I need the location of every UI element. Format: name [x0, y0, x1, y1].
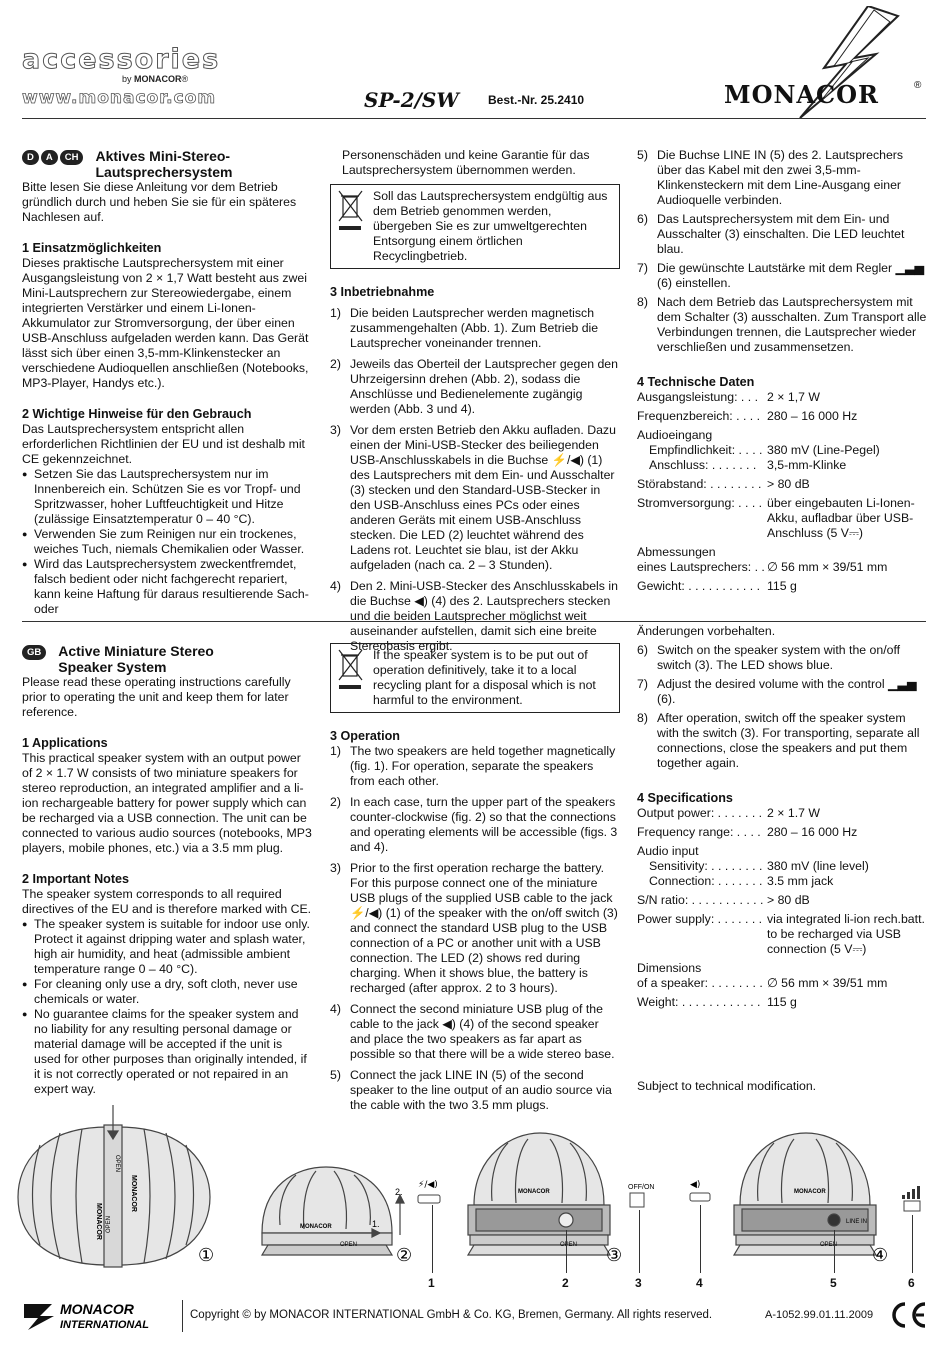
spec-row: Power supply: . . . . . . . via integrated li-ion rech.batt. to be recharged via USB connection (5 V⎓) — [637, 912, 925, 956]
de-title: Aktives Mini-Stereo- Lautsprechersystem — [95, 148, 233, 180]
callout-line-4 — [700, 1205, 701, 1273]
de-language-badges — [22, 148, 83, 165]
callout-5: 5 — [830, 1276, 837, 1290]
de-step: 2) Jeweils das Oberteil der Lautsprecher gegen den Uhrzeigersinn drehen (Abb. 2), sodass die Anschlüsse und Bedienelemente zugängig werden (Abb. 3 und 4). — [330, 357, 618, 416]
gb-disposal-text: If the speaker system is to be put out of operation definitively, take it to a local recycling plant for a disposal which is not harmful to the environment. — [373, 648, 596, 707]
brand-by: by MONACOR® — [122, 74, 189, 84]
de-step: 7) Die gewünschte Lautstärke mit dem Regler ▁▃▅ (6) einstellen. — [637, 261, 924, 290]
badge-d: D — [22, 150, 39, 165]
spec-row: eines Lautsprechers: . . ∅ 56 mm × 39/51 mm — [637, 560, 888, 574]
de-bullet: ● Setzen Sie das Lautsprechersystem nur im Innenbereich ein. Schützen Sie es vor Tropf- und Spritzwasser, hoher Luftfeuchtigkeit und Hitze (zulässige Einsatztemperatur 0 – 40 °C). — [22, 467, 312, 527]
brand-url: www.monacor.com — [22, 88, 217, 108]
callout-2: 2 — [562, 1276, 569, 1290]
callout-1: 1 — [428, 1276, 435, 1290]
order-number: Best.-Nr. 25.2410 — [488, 93, 585, 107]
fig2-brand: MONACOR — [300, 1224, 332, 1230]
spec-row: Abmessungen — [637, 545, 716, 559]
fig2-step-1: 1. — [372, 1219, 380, 1229]
gb-step: 4) Connect the second miniature USB plug of the cable to the jack ◀) (4) of the second speaker and place the two speakers as far apart as possible so that there will be a wide stereo base. — [330, 1002, 615, 1061]
de-column-3 — [637, 148, 927, 639]
de-section-1-title: 1 Einsatzmöglichkeiten — [22, 241, 162, 255]
footer-logo-bottom: INTERNATIONAL — [60, 1319, 150, 1331]
de-disposal-text: Soll das Lautsprechersystem endgültig aus dem Betrieb genommen werden, übergeben Sie es zur umweltgerechten Entsorgung einem örtlichen Recyclingbetrieb. — [373, 189, 608, 263]
badge-gb: GB — [22, 645, 46, 660]
gb-step: 1) The two speakers are held together magnetically (fig. 1). For operation, separate the speakers from each other. — [330, 744, 616, 788]
footer-logo-mark-icon — [22, 1300, 182, 1332]
de-step: 6) Das Lautsprechersystem mit dem Ein- und Ausschalter (3) einschalten. Die LED leuchtet blau. — [637, 212, 905, 256]
spec-row: Sensitivity: . . . . . . . . 380 mV (line level) — [649, 859, 869, 873]
brand-accessories: accessories — [22, 44, 221, 75]
fig4-linein-label: LINE IN — [846, 1219, 868, 1225]
de-bullet: ● Wird das Lautsprechersystem zweckentfremdet, falsch bedient oder nicht fachgerecht repariert, kann keine Haftung für daraus resultierende Sach- oder — [22, 557, 312, 617]
onoff-switch-icon — [630, 1193, 644, 1207]
spec-row: Störabstand: . . . . . . . . > 80 dB — [637, 477, 810, 491]
spec-row: Ausgangsleistung: . . . 2 × 1,7 W — [637, 390, 820, 404]
gb-intro: Please read these operating instructions carefully prior to operating the unit and keep them for later reference. — [22, 675, 291, 719]
badge-ch: CH — [60, 150, 84, 165]
model-number: SP-2/SW — [364, 88, 459, 112]
de-step: 8) Nach dem Betrieb das Lautsprechersystem mit dem Schalter (3) ausschalten. Zum Transport alle Verbindungen trennen, die Lautsprecher wieder verschließen und zusammensetzen. — [637, 295, 927, 354]
fig1-brand-right: MONACOR — [130, 1175, 137, 1212]
crossed-bin-icon — [337, 648, 365, 692]
page-header — [0, 0, 950, 120]
gb-specs — [637, 806, 927, 1010]
spec-row: Weight: . . . . . . . . . . . . 115 g — [637, 995, 797, 1009]
badge-a: A — [41, 150, 58, 165]
product-illustration — [0, 1105, 950, 1295]
crossed-bin-icon — [337, 189, 365, 233]
spec-row: Audioeingang — [637, 428, 713, 442]
fig3-open-label: OPEN — [560, 1242, 578, 1248]
fig1-open-label-bottom: OPEN — [106, 1215, 112, 1233]
de-section-2-title: 2 Wichtige Hinweise für den Gebrauch — [22, 407, 252, 421]
de-column-2 — [330, 148, 620, 660]
spec-row: of a speaker: . . . . . . . . ∅ 56 mm × 39/51 mm — [637, 976, 888, 990]
gb-bullet: ● For cleaning only use a dry, soft cloth, never use chemicals or water. — [22, 977, 312, 1007]
fig1-open-label-top: OPEN — [114, 1155, 120, 1173]
fig2-open-label: OPEN — [340, 1242, 358, 1248]
spec-row: Empfindlichkeit: . . . . 380 mV (Line-Pegel) — [649, 443, 880, 457]
gb-step: 5) Connect the jack LINE IN (5) of the second speaker to the line output of an audio source via the cable with the two 3.5 mm plugs. — [330, 1068, 612, 1112]
fig2-step-2: 2. — [395, 1187, 403, 1197]
gb-column-2 — [330, 643, 620, 1119]
footer-logo — [22, 1300, 182, 1337]
de-intro: Bitte lesen Sie diese Anleitung vor dem Betrieb gründlich durch und heben Sie sie für ein späteres Nachlesen auf. — [22, 180, 297, 224]
fig-number-2: ② — [396, 1245, 413, 1266]
de-section-3-title: 3 Inbetriebnahme — [330, 285, 435, 299]
callout-line-6 — [912, 1215, 913, 1273]
callout-4: 4 — [696, 1276, 703, 1290]
de-column-1 — [22, 148, 312, 617]
fig4-open-label: OPEN — [820, 1242, 838, 1248]
gb-changes: Subject to technical modification. — [637, 1079, 817, 1093]
footer-document-code: A-1052.99.01.11.2009 — [765, 1309, 874, 1321]
callout-3: 3 — [635, 1276, 642, 1290]
de-changes: Änderungen vorbehalten. — [637, 624, 776, 638]
de-specs — [637, 390, 927, 594]
spec-row: Frequenzbereich: . . . . 280 – 16 000 Hz — [637, 409, 858, 423]
spec-row: Audio input — [637, 844, 699, 858]
callout-line-5 — [834, 1230, 835, 1273]
de-bullet: ● Verwenden Sie zum Reinigen nur ein trockenes, weiches Tuch, niemals Chemikalien oder Wasser. — [22, 527, 312, 557]
gb-step: 3) Prior to the first operation recharge the battery. For this purpose connect one of the miniature USB plugs of the supplied USB cable to the jack ⚡/◀) (1) of the speaker with the on/off switch (3) and connect the standard USB plug to the USB connection of a PC or another unit with a USB connection. The LED (2) shows red during charging. When it shows blue, the battery is recharged (after approx. 2 to 3 hours). — [330, 861, 618, 995]
gb-language-badges — [22, 643, 46, 660]
gb-title-row — [22, 643, 312, 675]
ce-mark-icon — [888, 1300, 928, 1330]
volume-wheel-icon — [904, 1201, 920, 1211]
fig3-brand: MONACOR — [518, 1189, 550, 1195]
fig4-brand: MONACOR — [794, 1189, 826, 1195]
gb-step: 6) Switch on the speaker system with the on/off switch (3). The LED shows blue. — [637, 643, 901, 672]
fig2-speaker — [262, 1167, 404, 1255]
usb-jack-icon — [418, 1195, 440, 1203]
charge-jack-icon: ⚡/◀) — [418, 1180, 438, 1190]
fig1-closed-speakers — [18, 1105, 210, 1267]
language-divider — [22, 621, 926, 622]
de-step: 5) Die Buchse LINE IN (5) des 2. Lautsprechers über das Kabel mit den zwei 3,5-mm-Klinkensteckern mit dem Line-Ausgang einer Audioquelle verbinden. — [637, 148, 904, 207]
fig1-brand-left: MONACOR — [95, 1203, 102, 1240]
gb-disposal-note — [330, 643, 620, 713]
spec-row: Output power: . . . . . . . 2 × 1.7 W — [637, 806, 820, 820]
callout-line-1 — [432, 1205, 433, 1273]
spec-row: Gewicht: . . . . . . . . . . . 115 g — [637, 579, 797, 593]
gb-column-3 — [637, 643, 927, 1010]
de-section-1-text: Dieses praktische Lautsprechersystem mit einer Ausgangsleistung von 2 × 1,7 Watt besteht aus zwei Mini-Lautsprechern zur Stereowiedergabe, einem integrierten Verstärker und einem Li-Ionen-Akkumulator zur Stromversorgung, der über einen USB-Anschluss aufgeladen werden kann. Das Gerät lässt sich über einen 3,5-mm-Klinkenstecker an verschiedene Audioquellen anschließen (Notebooks, MP3-Player, Handys etc.). — [22, 256, 309, 390]
gb-bullet: ● No guarantee claims for the speaker system and no liability for any resulting personal damage or material damage will be accepted if the unit is used for other purposes than originally intended, if it is not correctly operated or not repaired in an expert way. — [22, 1007, 312, 1097]
fig-number-4: ④ — [872, 1245, 889, 1266]
gb-section-3-title: 3 Operation — [330, 729, 400, 743]
spec-row: Dimensions — [637, 961, 702, 975]
volume-control-icon — [902, 1186, 920, 1199]
de-bullet-continued: Personenschäden und keine Garantie für das Lautsprechersystem übernommen werden. — [342, 148, 590, 177]
gb-section-1-title: 1 Applications — [22, 736, 108, 750]
callout-line-3 — [639, 1210, 640, 1273]
fig-number-3: ③ — [606, 1245, 623, 1266]
gb-step: 8) After operation, switch off the speaker system with the switch (3). For transporting, separate all connections, close the speakers and put them together again. — [637, 711, 920, 770]
registered-mark: ® — [914, 80, 922, 91]
footer-divider — [182, 1300, 183, 1332]
fig-number-1: ① — [198, 1245, 215, 1266]
de-disposal-note — [330, 184, 620, 269]
gb-section-4-title: 4 Specifications — [637, 791, 733, 805]
fig3-offon-label: OFF/ON — [628, 1184, 655, 1191]
spec-row: Frequency range: . . . . 280 – 16 000 Hz — [637, 825, 858, 839]
callout-6: 6 — [908, 1276, 915, 1290]
de-step: 3) Vor dem ersten Betrieb den Akku aufladen. Dazu einen der Mini-USB-Stecker des beiliegenden USB-Anschlusskabels in die Buchse ⚡/◀) (1) des Lautsprechers mit dem Ein- und Ausschalter (3) stecken und den Standard-USB-Stecker in den USB-Anschluss eines PCs oder eines anderen Geräts mit einem USB-Anschluss stecken. Die LED (2) leuchtet während des Ladens rot. Leuchtet sie blau, ist der Akku aufgeladen (nach ca. 2 – 3 Stunden). — [330, 423, 616, 572]
audio-jack-icon — [690, 1193, 710, 1201]
footer-logo-top: MONACOR — [60, 1301, 134, 1317]
gb-column-1 — [22, 643, 312, 1097]
spec-row: S/N ratio: . . . . . . . . . . . > 80 dB — [637, 893, 810, 907]
de-step: 1) Die beiden Lautsprecher werden magnetisch zusammengehalten (Abb. 1). Zum Betrieb die Lautsprecher voneinander trennen. — [330, 306, 599, 350]
de-title-row — [22, 148, 312, 180]
de-step: 4) Den 2. Mini-USB-Stecker des Anschlusskabels in die Buchse ◀) (4) des 2. Lautsprechers stecken und die beiden Lautsprecher möglichst weit auseinander aufstellen, damit sich eine breite Stereobasis ergibt. — [330, 579, 618, 653]
spec-row: Anschluss: . . . . . . . 3,5-mm-Klinke — [649, 458, 847, 472]
spec-row: Stromversorgung: . . . . über eingebauten Li-Ionen-Akku, aufladbar über USB-Anschluss (5 V⎓) — [637, 496, 915, 540]
de-section-4-title: 4 Technische Daten — [637, 375, 755, 389]
footer-copyright: Copyright © by MONACOR INTERNATIONAL GmbH & Co. KG, Bremen, Germany. All rights reserved. — [190, 1309, 713, 1321]
header-rule — [22, 118, 926, 119]
gb-title: Active Miniature Stereo Speaker System — [58, 643, 214, 675]
monacor-logo: MONACOR — [724, 80, 879, 109]
gb-section-1-text: This practical speaker system with an output power of 2 × 1.7 W consists of two miniature speakers for stereo reproduction, an integrated amplifier and a li-ion rechargeable battery for power supply which can be recharged via a USB connection. The unit can be connected to various audio sources (notebooks, MP3 players, mobile phones, etc.) via a 3.5 mm plug. — [22, 751, 312, 855]
gb-bullet: ● The speaker system is suitable for indoor use only. Protect it against dripping water and splash water, high air humidity, and heat (admissible ambient temperature range 0 – 40 °C). — [22, 917, 312, 977]
gb-section-2-title: 2 Important Notes — [22, 872, 130, 886]
speaker-jack-icon: ◀) — [690, 1180, 701, 1190]
gb-step: 7) Adjust the desired volume with the control ▁▃▅ (6). — [637, 677, 917, 706]
de-section-2-text: Das Lautsprechersystem entspricht allen erforderlichen Richtlinien der EU und ist deshalb mit CE gekennzeichnet. — [22, 422, 305, 466]
callout-line-2 — [566, 1230, 567, 1273]
gb-changes-block — [637, 1079, 927, 1094]
spec-row: Connection: . . . . . . . 3.5 mm jack — [649, 874, 834, 888]
gb-step: 2) In each case, turn the upper part of the speakers counter-clockwise (fig. 2) so that the connections and operating elements will be accessible (figs. 3 and 4). — [330, 795, 618, 854]
gb-section-2-text: The speaker system corresponds to all required directives of the EU and is therefore marked with CE. — [22, 887, 312, 916]
